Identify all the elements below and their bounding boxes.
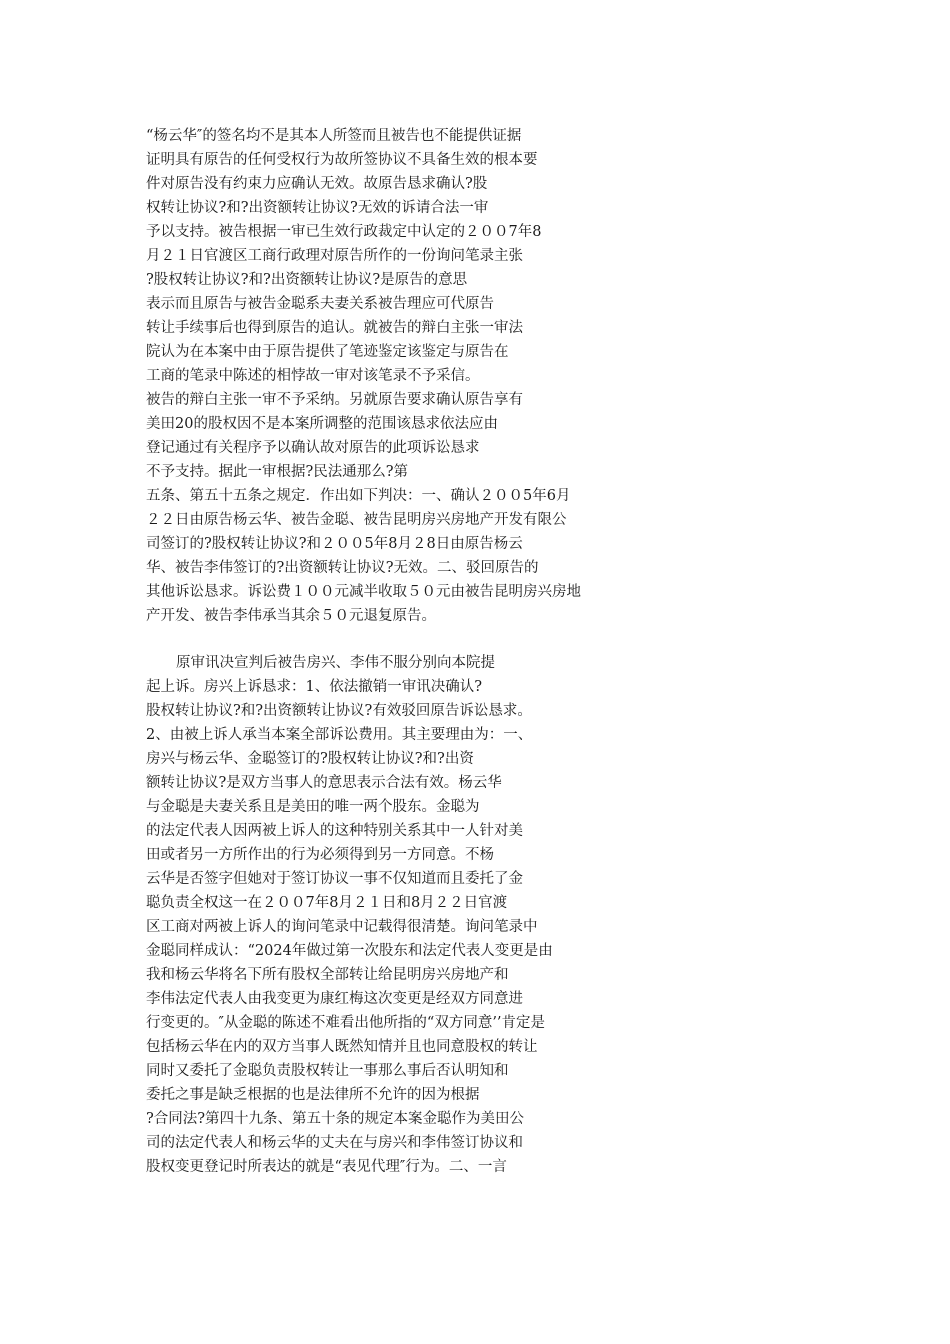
text-line: 表示而且原告与被告金聪系夫妻关系被告理应可代原告: [146, 296, 494, 312]
text-line: 金聪同样成认：“2024年做过第一次股东和法定代表人变更是由: [146, 943, 553, 959]
text-line: 与金聪是夫妻关系且是美田的唯一两个股东。金聪为: [146, 799, 480, 815]
text-line: 云华是否签字但她对于签订协议一事不仅知道而且委托了金: [146, 871, 523, 887]
paragraph-appeal: [146, 651, 706, 1179]
text-line: 股权转让协议?和?出资额转让协议?有效驳回原告诉讼恳求。: [146, 703, 532, 719]
text-line: 起上诉。房兴上诉恳求：1、依法撤销一审讯决确认?: [146, 679, 482, 695]
text-line: 委托之事是缺乏根据的也是法律所不允许的因为根据: [146, 1087, 480, 1103]
text-line: 月２１日官渡区工商行政理对原告所作的一份询问笔录主张: [146, 248, 523, 264]
text-line: 司的法定代表人和杨云华的丈夫在与房兴和李伟签订协议和: [146, 1135, 523, 1151]
text-line: 院认为在本案中由于原告提供了笔迹鉴定该鉴定与原告在: [146, 344, 509, 360]
text-line: 华、被告李伟签订的?出资额转让协议?无效。二、驳回原告的: [146, 560, 539, 576]
text-line: 不予支持。据此一审根据?民法通那么?第: [146, 464, 409, 480]
text-line: 转让手续事后也得到原告的追认。就被告的辩白主张一审法: [146, 320, 523, 336]
text-line: 件对原告没有约束力应确认无效。故原告恳求确认?股: [146, 176, 488, 192]
text-line: “杨云华″的签名均不是其本人所签而且被告也不能提供证据: [146, 128, 522, 144]
text-line: 司签订的?股权转让协议?和２００5年8月２8日由原告杨云: [146, 536, 523, 552]
text-line: 李伟法定代表人由我变更为康红梅这次变更是经双方同意进: [146, 991, 523, 1007]
text-line: 其他诉讼恳求。诉讼费１００元减半收取５０元由被告昆明房兴房地: [146, 584, 581, 600]
text-line: 登记通过有关程序予以确认故对原告的此项诉讼恳求: [146, 440, 480, 456]
text-line: ?合同法?第四十九条、第五十条的规定本案金聪作为美田公: [146, 1111, 525, 1127]
text-line: 的法定代表人因两被上诉人的这种特别关系其中一人针对美: [146, 823, 523, 839]
text-line: 我和杨云华将名下所有股权全部转让给昆明房兴房地产和: [146, 967, 509, 983]
text-line: 行变更的。″从金聪的陈述不难看出他所指的“双方同意’’肯定是: [146, 1015, 546, 1031]
text-line: 包括杨云华在内的双方当事人既然知情并且也同意股权的转让: [146, 1039, 538, 1055]
text-line: 美田20的股权因不是本案所调整的范围该恳求依法应由: [146, 416, 498, 432]
text-line: 工商的笔录中陈述的相悖故一审对该笔录不予采信。: [146, 368, 480, 384]
text-line: 区工商对两被上诉人的询问笔录中记载得很清楚。询问笔录中: [146, 919, 538, 935]
paragraph-gap: [146, 628, 706, 651]
text-line: 证明具有原告的任何受权行为故所签协议不具备生效的根本要: [146, 152, 538, 168]
text-line: 田或者另一方所作出的行为必须得到另一方同意。不杨: [146, 847, 494, 863]
text-line: 予以支持。被告根据一审已生效行政裁定中认定的２００7年8: [146, 224, 542, 240]
text-line: 产开发、被告李伟承当其余５０元退复原告。: [146, 608, 436, 624]
text-line: 房兴与杨云华、金聪签订的?股权转让协议?和?出资: [146, 751, 474, 767]
text-line: 聪负责全权这一在２００7年8月２１日和8月２２日官渡: [146, 895, 508, 911]
text-line: ?股权转让协议?和?出资额转让协议?是原告的意思: [146, 272, 468, 288]
text-line: 被告的辩白主张一审不予采纳。另就原告要求确认原告享有: [146, 392, 523, 408]
text-line: 2、由被上诉人承当本案全部诉讼费用。其主要理由为：一、: [146, 727, 533, 743]
text-line: 同时又委托了金聪负责股权转让一事那么事后否认明知和: [146, 1063, 509, 1079]
paragraph-judgment: [146, 124, 706, 628]
text-line: 原审讯决宣判后被告房兴、李伟不服分别向本院提: [176, 655, 495, 671]
text-line: ２２日由原告杨云华、被告金聪、被告昆明房兴房地产开发有限公: [146, 512, 567, 528]
text-line: 股权变更登记时所表达的就是“表见代理″行为。二、一言: [146, 1159, 507, 1175]
text-line: 五条、第五十五条之规定．作出如下判决：一、确认２００5年6月: [146, 488, 571, 504]
text-line: 额转让协议?是双方当事人的意思表示合法有效。杨云华: [146, 775, 502, 791]
document-body: [146, 124, 706, 1179]
text-line: 权转让协议?和?出资额转让协议?无效的诉请合法一审: [146, 200, 489, 216]
